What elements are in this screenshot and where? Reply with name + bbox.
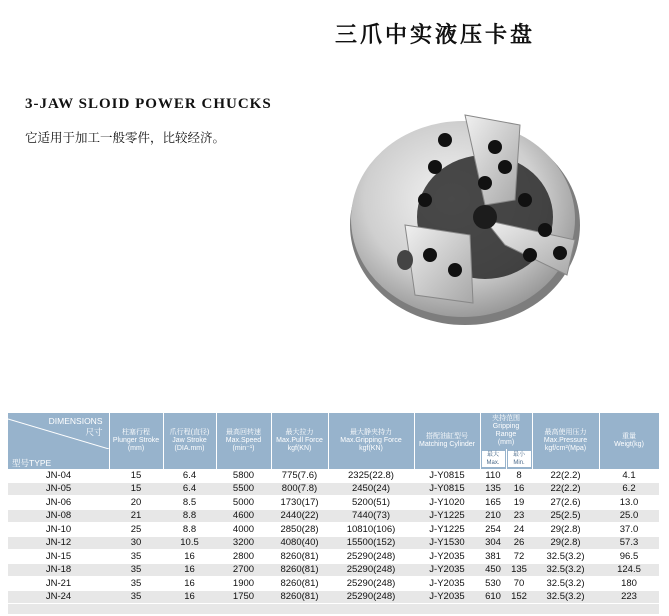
table-row (8, 482, 659, 496)
table-cell: 124.5 (599, 563, 659, 577)
table-cell: 8.8 (163, 523, 216, 537)
table-cell: J-Y2035 (414, 577, 480, 591)
header-corner (8, 413, 109, 469)
table-cell: 5500 (216, 482, 271, 496)
table-cell: 23 (506, 509, 532, 523)
table-cell: 1750 (216, 590, 271, 604)
table-cell: 16 (163, 577, 216, 591)
table-cell: 530 (480, 577, 506, 591)
table-cell: 13.0 (599, 496, 659, 510)
table-cell: 4.1 (599, 469, 659, 482)
table-cell: 70 (506, 577, 532, 591)
table-cell: JN-24 (8, 590, 109, 604)
table-cell: 10810(106) (328, 523, 414, 537)
table-cell: 27(2.6) (532, 496, 599, 510)
col-header-jaw-stroke: 爪行程(直径) Jaw Stroke (DIA.mm) (163, 413, 216, 469)
table-cell: 16 (163, 590, 216, 604)
table-cell: 2325(22.8) (328, 469, 414, 482)
table-cell: 450 (480, 563, 506, 577)
table-cell: JN-08 (8, 509, 109, 523)
table-cell: 22(2.2) (532, 482, 599, 496)
table-row (8, 509, 659, 523)
table-cell: 6.4 (163, 469, 216, 482)
table-cell: 8.5 (163, 496, 216, 510)
table-cell: 20 (109, 496, 163, 510)
table-cell: 381 (480, 550, 506, 564)
table-cell: 15500(152) (328, 536, 414, 550)
header-dimensions-cn: 尺寸 (85, 427, 103, 437)
table-cell: 25290(248) (328, 577, 414, 591)
table-cell: 30 (109, 536, 163, 550)
header-dimensions: DIMENSIONS (48, 416, 103, 426)
col-header-pull-force: 最大拉力 Max.Pull Force kgf(KN) (271, 413, 328, 469)
chuck-product-image (345, 105, 590, 330)
table-cell: 26 (506, 536, 532, 550)
table-cell: J-Y0815 (414, 482, 480, 496)
table-cell: 152 (506, 590, 532, 604)
specifications-table (8, 413, 660, 615)
table-cell: 5800 (216, 469, 271, 482)
table-cell: 610 (480, 590, 506, 604)
table-row (8, 523, 659, 537)
table-row (8, 496, 659, 510)
table-cell: 10.5 (163, 536, 216, 550)
col-header-matching-cylinder: 搭配油缸型号 Matching Cylinder (414, 413, 480, 469)
table-cell: J-Y0815 (414, 469, 480, 482)
table-row (8, 590, 659, 604)
table-row-blank (8, 604, 659, 615)
table-cell: 72 (506, 550, 532, 564)
table-cell: 165 (480, 496, 506, 510)
col-header-weight: 重量 Weigt(kg) (599, 413, 659, 469)
table-cell: 8260(81) (271, 577, 328, 591)
col-header-plunger-stroke: 柱塞行程 Plunger Stroke (mm) (109, 413, 163, 469)
table-cell: 19 (506, 496, 532, 510)
table-cell: 304 (480, 536, 506, 550)
header-type: 型号TYPE (12, 458, 52, 468)
table-cell: 16 (163, 550, 216, 564)
table-cell: JN-15 (8, 550, 109, 564)
table-cell: 96.5 (599, 550, 659, 564)
table-cell: JN-18 (8, 563, 109, 577)
table-cell: 3200 (216, 536, 271, 550)
table-cell: 135 (480, 482, 506, 496)
table-cell: 25290(248) (328, 590, 414, 604)
table-cell: 180 (599, 577, 659, 591)
table-cell: 4600 (216, 509, 271, 523)
table-cell: 24 (506, 523, 532, 537)
table-cell: 37.0 (599, 523, 659, 537)
table-cell: 29(2.8) (532, 523, 599, 537)
table-cell: 8260(81) (271, 550, 328, 564)
table-cell: 4080(40) (271, 536, 328, 550)
table-cell: 254 (480, 523, 506, 537)
table-cell: 35 (109, 550, 163, 564)
table-cell: 7440(73) (328, 509, 414, 523)
table-row (8, 563, 659, 577)
table-cell: JN-10 (8, 523, 109, 537)
table-cell: 35 (109, 563, 163, 577)
table-cell: 5000 (216, 496, 271, 510)
table-cell: J-Y2035 (414, 550, 480, 564)
table-cell: 25290(248) (328, 563, 414, 577)
table-cell: 2850(28) (271, 523, 328, 537)
table-cell: 110 (480, 469, 506, 482)
table-cell: 16 (163, 563, 216, 577)
table-cell: 6.2 (599, 482, 659, 496)
table-cell: JN-12 (8, 536, 109, 550)
col-header-gripping-force: 最大静夹持力 Max.Gripping Force kgf(KN) (328, 413, 414, 469)
table-cell: J-Y1530 (414, 536, 480, 550)
table-cell: 1900 (216, 577, 271, 591)
table-cell: JN-04 (8, 469, 109, 482)
table-row (8, 536, 659, 550)
table-cell: 21 (109, 509, 163, 523)
table-cell: 32.5(3.2) (532, 590, 599, 604)
table-cell: 8260(81) (271, 590, 328, 604)
col-header-range-max: 最大Max. (480, 449, 506, 469)
col-header-max-speed: 最高回转速 Max.Speed (min⁻¹) (216, 413, 271, 469)
col-header-gripping-range: 夹持范围 Gripping Range (mm) (480, 413, 532, 449)
table-cell: 25290(248) (328, 550, 414, 564)
page-title-en: 3-JAW SLOID POWER CHUCKS (25, 96, 272, 112)
table-cell: 25.0 (599, 509, 659, 523)
table-cell: 5200(51) (328, 496, 414, 510)
table-cell: 8260(81) (271, 563, 328, 577)
table-cell: J-Y1225 (414, 509, 480, 523)
table-row (8, 577, 659, 591)
table-cell: 6.4 (163, 482, 216, 496)
table-cell: 15 (109, 482, 163, 496)
table-cell: 2440(22) (271, 509, 328, 523)
table-cell: 35 (109, 590, 163, 604)
table-row (8, 469, 659, 482)
col-header-range-min: 最小Min. (506, 449, 532, 469)
table-body (8, 469, 659, 615)
table-cell: 32.5(3.2) (532, 563, 599, 577)
table-cell: 32.5(3.2) (532, 577, 599, 591)
table-cell: 2700 (216, 563, 271, 577)
table-cell: 800(7.8) (271, 482, 328, 496)
table-cell: 15 (109, 469, 163, 482)
table-cell: 210 (480, 509, 506, 523)
table-cell: 223 (599, 590, 659, 604)
table-cell: 8 (506, 469, 532, 482)
page-title-cn: 三爪中实液压卡盘 (335, 23, 536, 48)
table-cell: 2800 (216, 550, 271, 564)
table-cell: 8.8 (163, 509, 216, 523)
table-cell: 16 (506, 482, 532, 496)
table-cell: 29(2.8) (532, 536, 599, 550)
table-cell: J-Y2035 (414, 563, 480, 577)
table-cell: 57.3 (599, 536, 659, 550)
table-cell: 4000 (216, 523, 271, 537)
table-cell: 1730(17) (271, 496, 328, 510)
table-cell: J-Y1020 (414, 496, 480, 510)
table-row (8, 550, 659, 564)
table-cell: 2450(24) (328, 482, 414, 496)
table-cell: 22(2.2) (532, 469, 599, 482)
table-cell: 35 (109, 577, 163, 591)
table-cell: J-Y2035 (414, 590, 480, 604)
table-cell: JN-05 (8, 482, 109, 496)
table-cell: JN-06 (8, 496, 109, 510)
table-cell: J-Y1225 (414, 523, 480, 537)
table-cell: 135 (506, 563, 532, 577)
table-cell: JN-21 (8, 577, 109, 591)
col-header-max-pressure: 最高使用压力 Max.Pressure kgf/cm²(Mpa) (532, 413, 599, 469)
table-header-row (8, 413, 659, 449)
table-cell: 775(7.6) (271, 469, 328, 482)
table-cell: 25 (109, 523, 163, 537)
product-description: 它适用于加工一般零件，比较经济。 (25, 130, 226, 145)
table-cell: 25(2.5) (532, 509, 599, 523)
table-cell: 32.5(3.2) (532, 550, 599, 564)
